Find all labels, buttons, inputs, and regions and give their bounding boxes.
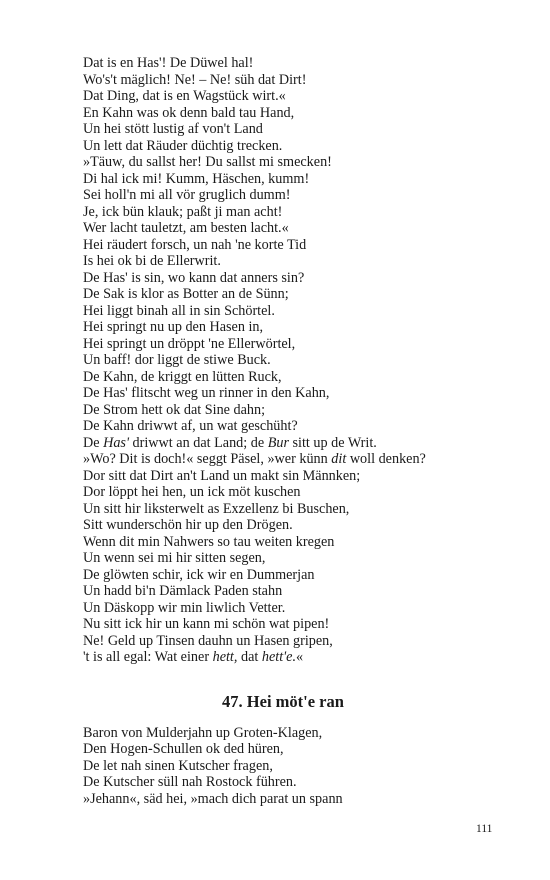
- poem-line: Un hadd bi'n Dämlack Paden stahn: [83, 583, 283, 599]
- poem-line: Un Däskopp wir min liwlich Vetter.: [83, 599, 286, 616]
- poem-line: Dor löppt hei hen, un ick möt kuschen: [83, 484, 301, 500]
- poem-line: De Strom hett ok dat Sine dahn;: [83, 401, 266, 418]
- poem-line: Sei holl'n mi all vör gruglich dumm!: [83, 187, 291, 203]
- poem-line: Hei springt un dröppt 'ne Ellerwörtel,: [83, 335, 296, 352]
- poem-line: En Kahn was ok denn bald tau Hand,: [83, 104, 295, 121]
- poem-line: Dat Ding, dat is en Wagstück wirt.«: [83, 88, 286, 104]
- poem-line: De Has' is sin, wo kann dat anners sin?: [83, 269, 305, 286]
- poem-line: Wenn dit min Nahwers so tau weiten kregen: [83, 533, 335, 550]
- poem-line: Hei liggt binah all in sin Schörtel.: [83, 302, 275, 319]
- poem-line: De let nah sinen Kutscher fragen,: [83, 757, 273, 774]
- poem-line: Sitt wunderschön hir up den Drögen.: [83, 517, 293, 533]
- section-heading: 47. Hei möt'e ran: [222, 691, 344, 711]
- poem-line: De Sak is klor as Botter an de Sünn;: [83, 286, 289, 302]
- poem-line: De Has' driwwt an dat Land; de Bur sitt up de Writ.: [83, 434, 377, 451]
- poem-line: Ne! Geld up Tinsen dauhn un Hasen gripen,: [83, 632, 333, 649]
- poem-line: Wo's't mäglich! Ne! – Ne! süh dat Dirt!: [83, 71, 307, 88]
- poem-line: Hei räudert forsch, un nah 'ne korte Tid: [83, 236, 307, 253]
- poem-line: Hei springt nu up den Hasen in,: [83, 319, 264, 335]
- poem-line: De Kutscher süll nah Rostock führen.: [83, 774, 297, 790]
- poem-continued: [83, 55, 483, 435]
- poem-line: Un sitt hir liksterwelt as Exzellenz bi Buschen,: [83, 500, 350, 517]
- poem-line: Dat is en Has'! De Düwel hal!: [83, 55, 254, 71]
- poem-line: De Kahn, de kriggt en lütten Ruck,: [83, 368, 282, 385]
- poem-line: 't is all egal: Wat einer hett, dat hett'e.«: [83, 649, 304, 665]
- poem-line: Is hei ok bi de Ellerwrit.: [83, 253, 221, 269]
- poem-line: De Has' flitscht weg un rinner in den Kahn,: [83, 385, 330, 401]
- poem-new: [83, 725, 483, 808]
- poem-line: Nu sitt ick hir un kann mi schön wat pipen!: [83, 616, 330, 632]
- poem-line: »Täuw, du sallst her! Du sallst mi smecken!: [83, 154, 332, 170]
- poem-line: Dor sitt dat Dirt an't Land un makt sin Männken;: [83, 467, 361, 484]
- page-body: [83, 55, 483, 807]
- poem-line: Un hei stött lustig af von't Land: [83, 121, 263, 137]
- poem-line: Wer lacht tauletzt, am besten lacht.«: [83, 220, 289, 236]
- poem-line: Je, ick bün klauk; paßt ji man acht!: [83, 203, 283, 220]
- poem-line: »Wo? Dit is doch!« seggt Päsel, »wer künn dit woll denken?: [83, 451, 426, 467]
- page-number: 111: [476, 823, 493, 835]
- poem-continued-2: [83, 468, 483, 650]
- poem-line: De glöwten schir, ick wir en Dummerjan: [83, 566, 315, 583]
- poem-line: Un lett dat Räuder düchtig trecken.: [83, 137, 283, 154]
- poem-line: Di hal ick mi! Kumm, Häschen, kumm!: [83, 170, 310, 187]
- poem-line: Baron von Mulderjahn up Groten-Klagen,: [83, 724, 323, 741]
- poem-line: Un baff! dor liggt de stiwe Buck.: [83, 352, 271, 368]
- poem-line: »Jehann«, säd hei, »mach dich parat un spann: [83, 790, 343, 807]
- poem-line: De Kahn driwwt af, un wat geschüht?: [83, 418, 298, 434]
- poem-line: Den Hogen-Schullen ok ded hüren,: [83, 741, 284, 757]
- poem-line: Un wenn sei mi hir sitten segen,: [83, 550, 266, 566]
